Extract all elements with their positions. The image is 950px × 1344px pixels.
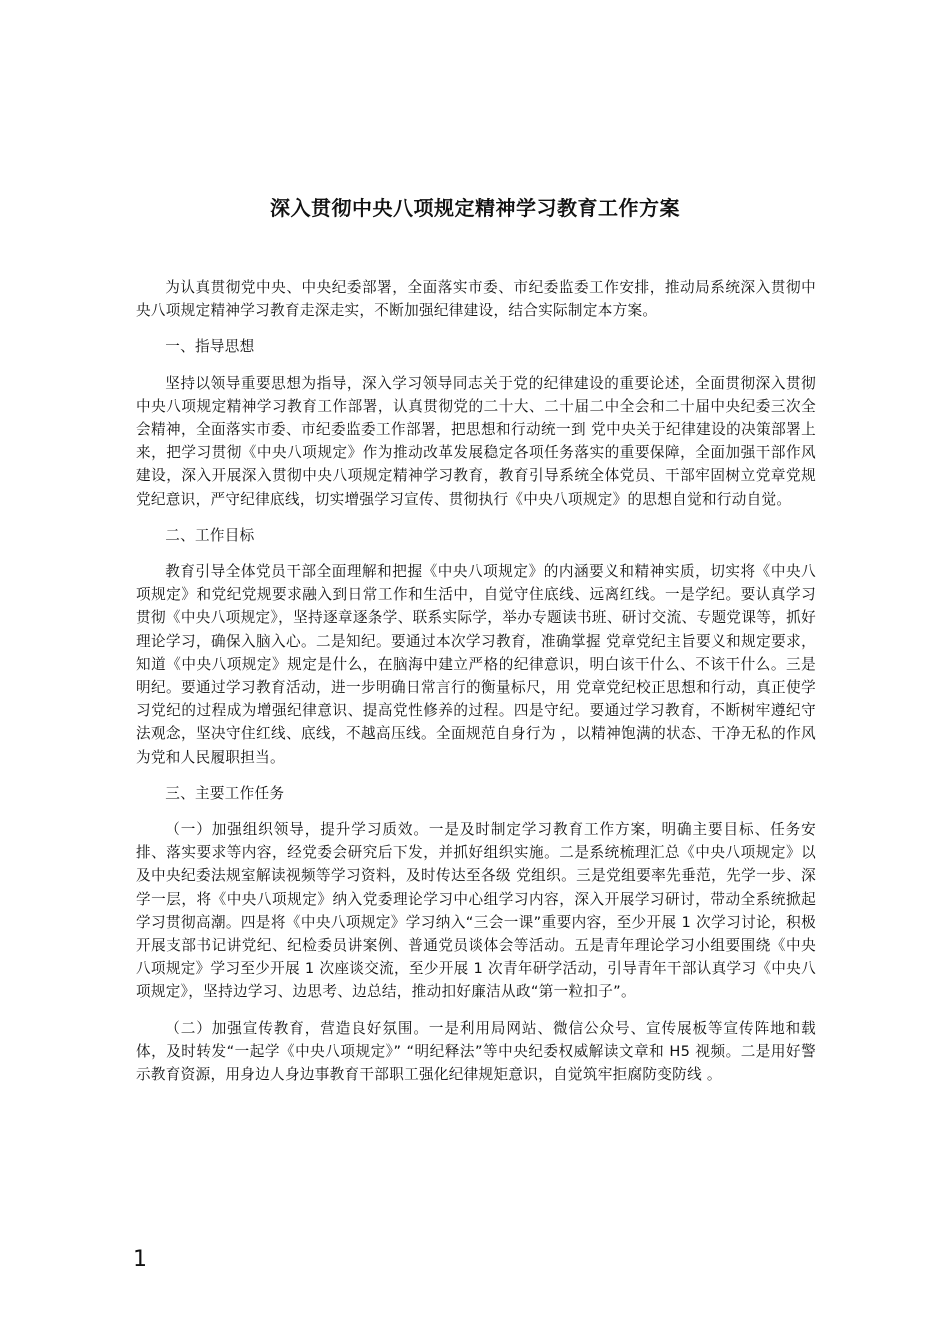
section-heading-guiding-ideology: 一、指导思想: [165, 338, 255, 356]
page-number: 1: [133, 1247, 147, 1272]
section-heading-main-tasks: 三、主要工作任务: [165, 784, 285, 802]
document-body: [136, 276, 816, 1099]
document-title: 深入贯彻中央八项规定精神学习教育工作方案: [270, 196, 680, 220]
intro-paragraph: 为认真贯彻党中央、中央纪委部署，全面落实市委、市纪委监委工作安排，推动局系统深入贯彻中央八项规定精神学习教育走深走实，不断加强纪律建设，结合实际制定本方案。: [136, 279, 816, 320]
guiding-ideology-paragraph: 坚持以领导重要思想为指导，深入学习领导同志关于党的纪律建设的重要论述，全面贯彻深入贯彻中央八项规定精神学习教育工作部署，认真贯彻党的二十大、二十届二中全会和二十届中央纪委三次全会精神，全面落实市委、市纪委监委工作部署，把思想和行动统一到 党中央关于纪律建设的决策部署上来，把学习贯彻《中央八项规定》作为推动改革发展稳定各项任务落实的重要保障，全面加强干部作风建设，深入开展深入贯彻中央八项规定精神学习教育，教育引导系统全体党员、干部牢固树立党章党规党纪意识，严守纪律底线，切实增强学习宣传、贯彻执行《中央八项规定》的思想自觉和行动自觉。: [136, 374, 816, 508]
section-heading-work-goals: 二、工作目标: [165, 526, 255, 544]
main-tasks-paragraph-2: （二）加强宣传教育，营造良好氛围。一是利用局网站、微信公众号、宣传展板等宣传阵地和载体，及时转发“一起学《中央八项规定》” “明纪释法”等中央纪委权威解读文章和 H5 视频。二是用好警示教育资源，用身边人身边事教育干部职工强化纪律规矩意识，自觉筑牢拒腐防变防线 。: [136, 1019, 816, 1084]
work-goals-paragraph: 教育引导全体党员干部全面理解和把握《中央八项规定》的内涵要义和精神实质，切实将《中央八项规定》和党纪党规要求融入到日常工作和生活中，自觉守住底线、远离红线。一是学纪。要认真学习贯彻《中央八项规定》，坚持逐章逐条学、联系实际学，举办专题读书班、研讨交流、专题党课等，抓好理论学习，确保入脑入心。二是知纪。要通过本次学习教育，准确掌握 党章党纪主旨要义和规定要求，知道《中央八项规定》规定是什么，在脑海中建立严格的纪律意识，明白该干什么、不该干什么。三是明纪。要通过学习教育活动，进一步明确日常言行的衡量标尺，用 党章党纪校正思想和行动，真正使学习党纪的过程成为增强纪律意识、提高党性修养的过程。四是守纪。要通过学习教育，不断树牢遵纪守法观念，坚决守住红线、底线，不越高压线。全面规范自身行为 ，以精神饱满的状态、干净无私的作风为党和人民履职担当。: [136, 563, 816, 766]
main-tasks-paragraph-1: （一）加强组织领导，提升学习质效。一是及时制定学习教育工作方案，明确主要目标、任务安排、落实要求等内容，经党委会研究后下发，并抓好组织实施。二是系统梳理汇总《中央八项规定》以及中央纪委法规室解读视频等学习资料，及时传达至各级 党组织。三是党组要率先垂范，先学一步、深学一层，将《中央八项规定》纳入党委理论学习中心组学习内容，深入开展学习研讨，带动全系统掀起学习贯彻高潮。四是将《中央八项规定》学习纳入“三会一课”重要内容，至少开展 1 次学习讨论，积极开展支部书记讲党纪、纪检委员讲案例、普通党员谈体会等活动。五是青年理论学习小组要围绕《中央八项规定》学习至少开展 1 次座谈交流，至少开展 1 次青年研学活动，引导青年干部认真学习《中央八项规定》，坚持边学习、边思考、边总结，推动扣好廉洁从政“第一粒扣子”。: [136, 821, 816, 1001]
